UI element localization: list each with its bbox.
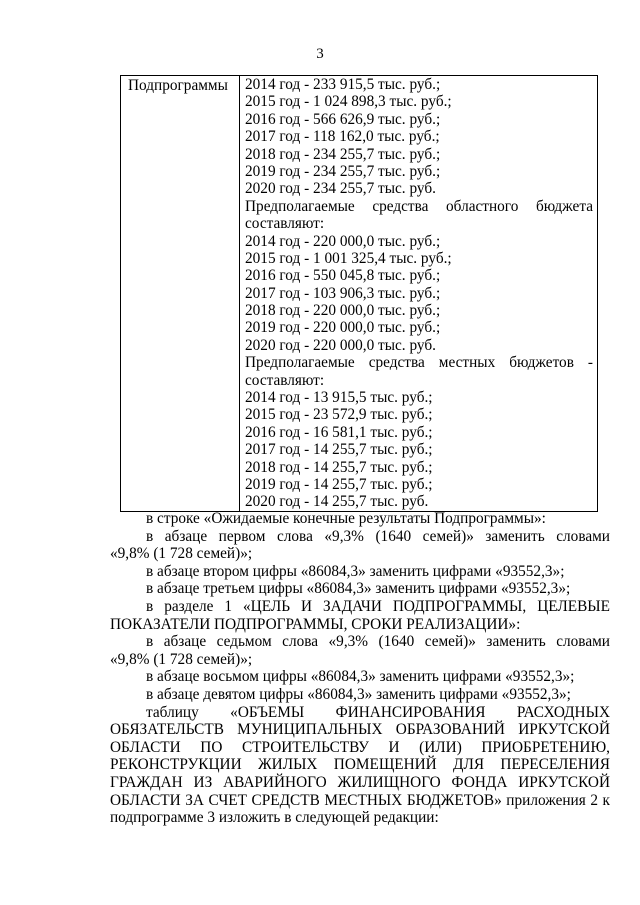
table-line: 2019 год - 220 000,0 тыс. руб.; [245,319,441,337]
paragraph-line: ОБЛАСТИ ЗА СЧЕТ СРЕДСТВ МЕСТНЫХ БЮДЖЕТОВ» приложения 2 к [110,791,610,809]
table-line: Предполагаемые средства областного бюджета [245,197,593,215]
amendment-text [110,510,610,827]
paragraph-line: ОБЛАСТИ ПО СТРОИТЕЛЬСТВУ И (ИЛИ) ПРИОБРЕТЕНИЮ, [110,738,610,756]
paragraph-line: в абзаце седьмом слова «9,3% (1640 семей)» заменить словами [146,633,610,651]
table-line: 2018 год - 220 000,0 тыс. руб.; [245,302,441,320]
paragraph-line: подпрограмме 3 изложить в следующей редакции: [110,809,439,827]
paragraph-line: в абзаце втором цифры «86084,3» заменить цифрами «93552,3»; [146,562,565,580]
paragraph-line: ГРАЖДАН ИЗ АВАРИЙНОГО ЖИЛИЩНОГО ФОНДА ИРКУТСКОЙ [110,773,610,791]
paragraph-line: РЕКОНСТРУКЦИИ ЖИЛЫХ ПОМЕЩЕНИЙ ДЛЯ ПЕРЕСЕЛЕНИЯ [110,756,610,774]
table-line: 2015 год - 23 572,9 тыс. руб.; [245,406,433,424]
table-line: Предполагаемые средства местных бюджетов - [245,354,593,372]
table-line: 2020 год - 220 000,0 тыс. руб. [245,336,436,354]
table-line: 2018 год - 14 255,7 тыс. руб.; [245,458,433,476]
paragraph-line: «9,8% (1 728 семей)»; [110,650,253,668]
paragraph-line: в разделе 1 «ЦЕЛЬ И ЗАДАЧИ ПОДПРОГРАММЫ, ЦЕЛЕВЫЕ [146,597,610,615]
paragraph-line: в абзаце первом слова «9,3% (1640 семей)» заменить словами [146,527,610,545]
paragraph-line: таблицу «ОБЪЕМЫ ФИНАНСИРОВАНИЯ РАСХОДНЫХ [146,703,610,721]
paragraph-line: в строке «Ожидаемые конечные результаты Подпрограммы»: [146,510,546,527]
table-line: 2019 год - 14 255,7 тыс. руб.; [245,475,433,493]
paragraph-line: ПОКАЗАТЕЛИ ПОДПРОГРАММЫ, СРОКИ РЕАЛИЗАЦИИ»: [110,615,521,633]
table-label-cell [121,76,240,511]
table-line: 2015 год - 1 024 898,3 тыс. руб.; [245,93,452,111]
table-line: 2015 год - 1 001 325,4 тыс. руб.; [245,249,452,267]
table-line: 2017 год - 118 162,0 тыс. руб.; [245,128,440,146]
table-value-cell [245,76,593,511]
table-line: 2017 год - 103 906,3 тыс. руб.; [245,284,441,302]
table-line: 2014 год - 233 915,5 тыс. руб.; [245,76,441,93]
table-line: составляют: [245,215,325,233]
table-line: 2020 год - 234 255,7 тыс. руб. [245,180,436,198]
table-line: 2017 год - 14 255,7 тыс. руб.; [245,441,433,459]
table-line: 2016 год - 16 581,1 тыс. руб.; [245,423,433,441]
table-line: 2014 год - 220 000,0 тыс. руб.; [245,232,441,250]
table-label: Подпрограммы [128,77,228,94]
table-line: 2020 год - 14 255,7 тыс. руб. [245,493,429,511]
page-number: 3 [316,46,324,62]
paragraph-line: в абзаце восьмом цифры «86084,3» заменить цифрами «93552,3»; [146,668,575,686]
paragraph-line: ОБЯЗАТЕЛЬСТВ МУНИЦИПАЛЬНЫХ ОБРАЗОВАНИЙ ИРКУТСКОЙ [110,721,610,739]
table-line: 2016 год - 550 045,8 тыс. руб.; [245,267,441,285]
subprogram-table [120,75,598,512]
table-line: 2019 год - 234 255,7 тыс. руб.; [245,162,441,180]
table-line: 2018 год - 234 255,7 тыс. руб.; [245,145,441,163]
paragraph-line: в абзаце девятом цифры «86084,3» заменить цифрами «93552,3»; [146,685,571,703]
table-line: 2014 год - 13 915,5 тыс. руб.; [245,389,433,407]
table-line: составляют: [245,371,325,389]
table-line: 2016 год - 566 626,9 тыс. руб.; [245,110,441,128]
paragraph-line: в абзаце третьем цифры «86084,3» заменить цифрами «93552,3»; [146,580,571,598]
paragraph-line: «9,8% (1 728 семей)»; [110,545,253,563]
